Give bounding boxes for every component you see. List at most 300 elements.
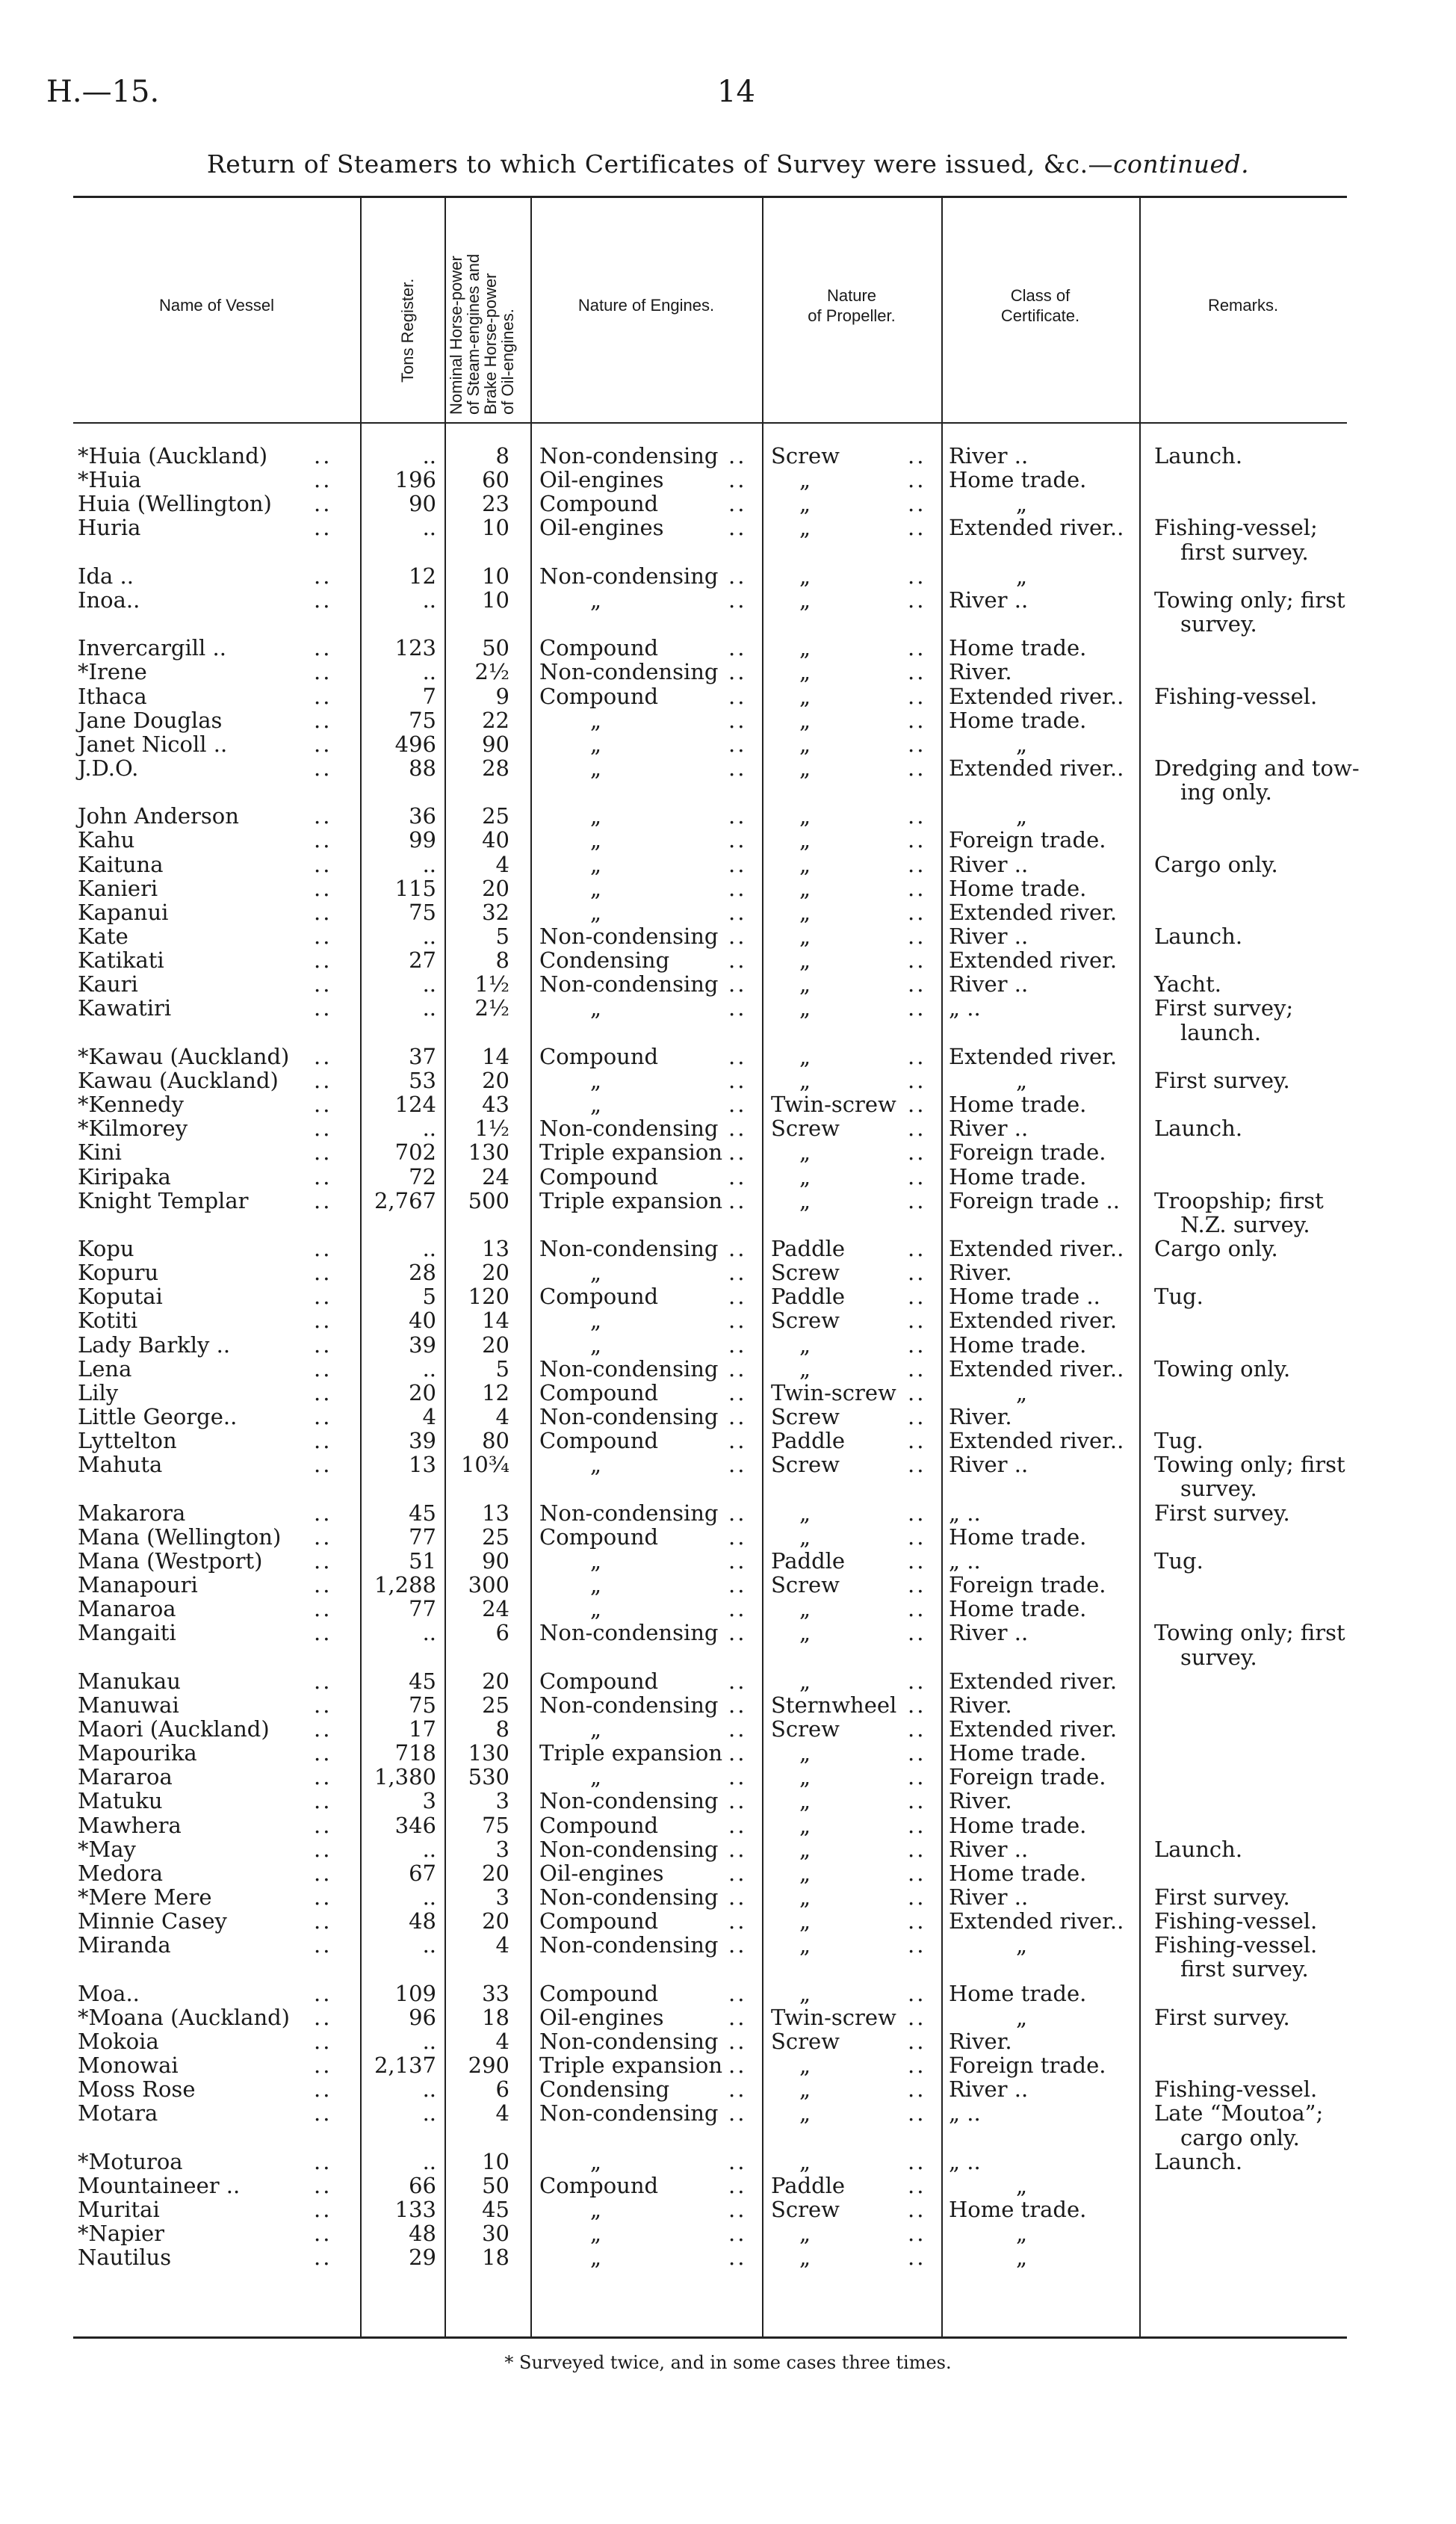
leader-dots: .. — [314, 1547, 332, 1574]
leader-dots: .. — [314, 851, 332, 877]
leader-dots: .. — [908, 827, 926, 853]
nature-of-engines: Non-condensing — [539, 1116, 719, 1142]
leader-dots: .. — [908, 1404, 926, 1429]
class-of-certificate: Home trade. — [949, 1163, 1087, 1190]
horse-power: 2½ — [474, 995, 509, 1021]
remarks: Fishing-vessel. — [1154, 683, 1318, 709]
nature-of-engines: Non-condensing — [539, 1836, 719, 1862]
leader-dots: .. — [314, 1668, 332, 1694]
nature-of-propeller: „ — [799, 515, 811, 541]
leader-dots: .. — [314, 1284, 332, 1310]
class-of-certificate: „ — [1016, 1379, 1028, 1405]
nature-of-propeller: Paddle — [771, 1235, 846, 1261]
header-horse-power-2: of Steam-engines and — [464, 253, 483, 415]
header-remarks: Remarks. — [1207, 296, 1279, 315]
leader-dots: .. — [908, 1572, 926, 1598]
nature-of-propeller: „ — [799, 1860, 811, 1886]
horse-power: 4 — [495, 851, 509, 877]
tons-register: .. — [422, 587, 436, 613]
leader-dots: .. — [908, 491, 926, 517]
nature-of-engines: Non-condensing — [539, 563, 719, 589]
leader-dots: .. — [728, 2004, 747, 2030]
nature-of-engines: Non-condensing — [539, 1932, 719, 1958]
leader-dots: .. — [728, 1284, 747, 1310]
horse-power: 20 — [482, 1860, 509, 1886]
vessel-name: Kapanui — [78, 899, 169, 925]
nature-of-engines: „ — [590, 851, 602, 877]
class-of-certificate: Foreign trade. — [949, 2053, 1106, 2079]
class-of-certificate: Extended river.. — [949, 755, 1124, 781]
vessel-name: Jane Douglas — [78, 707, 223, 733]
leader-dots: .. — [728, 1331, 747, 1358]
horse-power: 50 — [482, 635, 509, 661]
nature-of-propeller: Paddle — [771, 2172, 846, 2198]
horse-power: 10¾ — [460, 1452, 509, 1478]
class-of-certificate: Extended river. — [949, 1668, 1118, 1694]
leader-dots: .. — [728, 1572, 747, 1598]
horse-power: 24 — [482, 1163, 509, 1190]
remarks: Launch. — [1154, 2148, 1243, 2174]
tons-register: 2,137 — [374, 2053, 436, 2079]
leader-dots: .. — [314, 2196, 332, 2222]
nature-of-propeller: „ — [799, 1932, 811, 1958]
class-of-certificate: Extended river. — [949, 1716, 1118, 1742]
nature-of-engines: „ — [590, 995, 602, 1021]
class-of-certificate: River .. — [949, 1620, 1029, 1646]
nature-of-propeller: Paddle — [771, 1428, 846, 1454]
leader-dots: .. — [728, 1716, 747, 1742]
vessel-name: Medora — [78, 1860, 164, 1886]
leader-dots: .. — [314, 1308, 332, 1334]
header-horse-power-4: of Oil-engines. — [498, 309, 517, 415]
leader-dots: .. — [314, 2053, 332, 2079]
tons-register: 496 — [394, 731, 436, 757]
class-of-certificate: River .. — [949, 1884, 1029, 1910]
nature-of-engines: „ — [590, 827, 602, 853]
vessel-name: Lady Barkly .. — [78, 1331, 231, 1358]
nature-of-propeller: „ — [799, 875, 811, 901]
class-of-certificate: „ .. — [949, 995, 981, 1021]
class-of-certificate: Home trade. — [949, 635, 1087, 661]
class-of-certificate: „ — [1016, 2172, 1028, 2198]
horse-power: 4 — [495, 1404, 509, 1429]
nature-of-propeller: „ — [799, 1355, 811, 1382]
leader-dots: .. — [728, 1116, 747, 1142]
tons-register: 96 — [409, 2004, 436, 2030]
nature-of-propeller: „ — [799, 1788, 811, 1814]
header-nature-of-propeller: Nature of Propeller. — [808, 286, 896, 325]
class-of-certificate: Foreign trade. — [949, 827, 1106, 853]
class-of-certificate: „ — [1016, 1932, 1028, 1958]
leader-dots: .. — [728, 827, 747, 853]
remarks: First survey. — [1154, 1067, 1290, 1093]
leader-dots: .. — [314, 659, 332, 685]
horse-power: 3 — [495, 1884, 509, 1910]
header-horse-power-1: Nominal Horse-power — [447, 256, 465, 415]
horse-power: 1½ — [474, 1116, 509, 1142]
leader-dots: .. — [908, 1524, 926, 1550]
leader-dots: .. — [728, 467, 747, 493]
leader-dots: .. — [908, 1764, 926, 1790]
nature-of-propeller: „ — [799, 803, 811, 829]
leader-dots: .. — [314, 1764, 332, 1790]
leader-dots: .. — [908, 1788, 926, 1814]
remarks: Dredging and tow- — [1154, 755, 1360, 781]
leader-dots: .. — [728, 899, 747, 925]
leader-dots: .. — [908, 683, 926, 709]
horse-power: 12 — [482, 1379, 509, 1405]
class-of-certificate: River .. — [949, 1116, 1029, 1142]
class-of-certificate: Extended river. — [949, 947, 1118, 974]
tons-register: 45 — [409, 1668, 436, 1694]
nature-of-propeller: „ — [799, 1836, 811, 1862]
leader-dots: .. — [314, 924, 332, 949]
leader-dots: .. — [314, 1908, 332, 1934]
vessel-name: John Anderson — [78, 803, 239, 829]
vessel-name: Kawatiri — [78, 995, 172, 1021]
class-of-certificate: „ — [1016, 2221, 1028, 2247]
horse-power: 300 — [468, 1572, 509, 1598]
leader-dots: .. — [908, 1452, 926, 1478]
nature-of-propeller: „ — [799, 1740, 811, 1766]
vessel-name: Kanieri — [78, 875, 158, 901]
tons-register: .. — [422, 851, 436, 877]
nature-of-propeller: Twin-screw — [771, 1379, 896, 1405]
leader-dots: .. — [314, 1452, 332, 1478]
nature-of-engines: Oil-engines — [539, 515, 664, 541]
leader-dots: .. — [314, 683, 332, 709]
leader-dots: .. — [314, 1116, 332, 1142]
tons-register: .. — [422, 971, 436, 997]
tons-register: .. — [422, 1116, 436, 1142]
leader-dots: .. — [728, 1932, 747, 1958]
vessel-name: Ithaca — [78, 683, 147, 709]
nature-of-propeller: „ — [799, 1187, 811, 1213]
leader-dots: .. — [728, 947, 747, 974]
leader-dots: .. — [314, 1163, 332, 1190]
class-of-certificate: River. — [949, 1260, 1012, 1286]
tons-register: 4 — [422, 1404, 436, 1429]
leader-dots: .. — [908, 2148, 926, 2174]
tons-register: .. — [422, 1932, 436, 1958]
class-of-certificate: Extended river.. — [949, 1355, 1124, 1382]
remarks: Fishing-vessel. — [1154, 1932, 1318, 1958]
nature-of-engines: Compound — [539, 683, 659, 709]
leader-dots: .. — [314, 1884, 332, 1910]
tons-register: 109 — [394, 1980, 436, 2006]
vessel-name: Mahuta — [78, 1452, 163, 1478]
tons-register: 17 — [409, 1716, 436, 1742]
leader-dots: .. — [314, 2076, 332, 2103]
class-of-certificate: Home trade. — [949, 2196, 1087, 2222]
horse-power: 90 — [482, 1547, 509, 1574]
nature-of-engines: „ — [590, 1260, 602, 1286]
leader-dots: .. — [314, 1139, 332, 1166]
vessel-name: Motara — [78, 2100, 158, 2126]
horse-power: 9 — [495, 683, 509, 709]
vessel-name: Inoa.. — [78, 587, 140, 613]
nature-of-engines: Compound — [539, 1043, 659, 1069]
leader-dots: .. — [908, 467, 926, 493]
leader-dots: .. — [314, 1716, 332, 1742]
leader-dots: .. — [728, 2172, 747, 2198]
leader-dots: .. — [728, 635, 747, 661]
vessel-name: Mararoa — [78, 1764, 173, 1790]
nature-of-engines: „ — [590, 2245, 602, 2271]
nature-of-propeller: „ — [799, 1668, 811, 1694]
leader-dots: .. — [908, 1116, 926, 1142]
leader-dots: .. — [908, 2053, 926, 2079]
leader-dots: .. — [908, 2004, 926, 2030]
nature-of-engines: Compound — [539, 635, 659, 661]
leader-dots: .. — [908, 851, 926, 877]
vessel-name: Lena — [78, 1355, 132, 1382]
leader-dots: .. — [314, 1572, 332, 1598]
leader-dots: .. — [908, 1547, 926, 1574]
nature-of-propeller: Screw — [771, 1572, 840, 1598]
horse-power: 8 — [495, 443, 509, 468]
leader-dots: .. — [314, 2004, 332, 2030]
col-divider — [1139, 196, 1141, 2338]
nature-of-propeller: Screw — [771, 443, 840, 468]
horse-power: 43 — [482, 1092, 509, 1118]
nature-of-propeller: „ — [799, 467, 811, 493]
vessel-name: Kiripaka — [78, 1163, 171, 1190]
leader-dots: .. — [728, 1836, 747, 1862]
header-name-of-vessel: Name of Vessel — [158, 296, 275, 315]
horse-power: 90 — [482, 731, 509, 757]
horse-power: 25 — [482, 1524, 509, 1550]
leader-dots: .. — [314, 1331, 332, 1358]
nature-of-engines: Non-condensing — [539, 2028, 719, 2054]
leader-dots: .. — [908, 1908, 926, 1934]
leader-dots: .. — [908, 1428, 926, 1454]
horse-power: 500 — [468, 1187, 509, 1213]
leader-dots: .. — [314, 1500, 332, 1526]
horse-power: 80 — [482, 1428, 509, 1454]
leader-dots: .. — [314, 1980, 332, 2006]
leader-dots: .. — [728, 1043, 747, 1069]
nature-of-engines: Non-condensing — [539, 1620, 719, 1646]
horse-power: 20 — [482, 1908, 509, 1934]
leader-dots: .. — [908, 2172, 926, 2198]
nature-of-engines: Oil-engines — [539, 1860, 664, 1886]
class-of-certificate: Home trade. — [949, 1980, 1087, 2006]
tons-register: .. — [422, 2148, 436, 2174]
remarks: Cargo only. — [1154, 851, 1278, 877]
tons-register: 3 — [422, 1788, 436, 1814]
leader-dots: .. — [728, 1860, 747, 1886]
leader-dots: .. — [314, 1067, 332, 1093]
horse-power: 60 — [482, 467, 509, 493]
vessel-name: Nautilus — [78, 2245, 172, 2271]
nature-of-engines: „ — [590, 755, 602, 781]
horse-power: 3 — [495, 1788, 509, 1814]
leader-dots: .. — [908, 1260, 926, 1286]
nature-of-propeller: „ — [799, 851, 811, 877]
tons-register: 133 — [394, 2196, 436, 2222]
vessel-name: Mapourika — [78, 1740, 197, 1766]
nature-of-propeller: „ — [799, 827, 811, 853]
nature-of-engines: Triple expansion — [539, 1740, 723, 1766]
leader-dots: .. — [728, 1235, 747, 1261]
class-of-certificate: Home trade. — [949, 1860, 1087, 1886]
nature-of-engines: Oil-engines — [539, 2004, 664, 2030]
remarks: survey. — [1180, 1644, 1257, 1670]
remarks: Tug. — [1154, 1547, 1203, 1574]
remarks: cargo only. — [1180, 2124, 1300, 2150]
leader-dots: .. — [728, 2028, 747, 2054]
tons-register: 72 — [409, 1163, 436, 1190]
leader-dots: .. — [908, 1308, 926, 1334]
tons-register: 12 — [409, 563, 436, 589]
nature-of-propeller: „ — [799, 1524, 811, 1550]
nature-of-engines: „ — [590, 1716, 602, 1742]
vessel-name: Knight Templar — [78, 1187, 249, 1213]
horse-power: 30 — [482, 2221, 509, 2247]
vessel-name: *Moana (Auckland) — [78, 2004, 290, 2030]
leader-dots: .. — [908, 1716, 926, 1742]
horse-power: 5 — [495, 924, 509, 949]
leader-dots: .. — [314, 2148, 332, 2174]
class-of-certificate: Home trade. — [949, 1331, 1087, 1358]
class-of-certificate: River .. — [949, 1836, 1029, 1862]
nature-of-propeller: „ — [799, 899, 811, 925]
nature-of-engines: „ — [590, 899, 602, 925]
class-of-certificate: „ — [1016, 731, 1028, 757]
nature-of-engines: Non-condensing — [539, 1235, 719, 1261]
tons-register: 13 — [409, 1452, 436, 1478]
horse-power: 4 — [495, 1932, 509, 1958]
tons-register: 48 — [409, 1908, 436, 1934]
tons-register: 99 — [409, 827, 436, 853]
remarks: Yacht. — [1154, 971, 1221, 997]
leader-dots: .. — [728, 1620, 747, 1646]
leader-dots: .. — [314, 1692, 332, 1718]
tons-register: 67 — [409, 1860, 436, 1886]
tons-register: .. — [422, 1355, 436, 1382]
leader-dots: .. — [314, 1235, 332, 1261]
nature-of-propeller: Screw — [771, 1404, 840, 1429]
nature-of-engines: „ — [590, 1308, 602, 1334]
horse-power: 33 — [482, 1980, 509, 2006]
leader-dots: .. — [314, 515, 332, 541]
vessel-name: Mana (Wellington) — [78, 1524, 282, 1550]
class-of-certificate: „ — [1016, 563, 1028, 589]
tons-register: 29 — [409, 2245, 436, 2271]
nature-of-propeller: „ — [799, 2148, 811, 2174]
nature-of-propeller: „ — [799, 971, 811, 997]
vessel-name: Manapouri — [78, 1572, 198, 1598]
leader-dots: .. — [728, 924, 747, 949]
horse-power: 14 — [482, 1308, 509, 1334]
nature-of-engines: Condensing — [539, 2076, 670, 2103]
class-of-certificate: River .. — [949, 443, 1029, 468]
horse-power: 40 — [482, 827, 509, 853]
vessel-name: J.D.O. — [78, 755, 139, 781]
nature-of-engines: „ — [590, 1572, 602, 1598]
nature-of-propeller: Screw — [771, 1452, 840, 1478]
leader-dots: .. — [314, 899, 332, 925]
horse-power: 18 — [482, 2004, 509, 2030]
horse-power: 24 — [482, 1596, 509, 1622]
class-of-certificate: Home trade .. — [949, 1284, 1100, 1310]
class-of-certificate: Home trade. — [949, 1524, 1087, 1550]
horse-power: 2½ — [474, 659, 509, 685]
class-of-certificate: Home trade. — [949, 1596, 1087, 1622]
leader-dots: .. — [908, 924, 926, 949]
leader-dots: .. — [728, 2100, 747, 2126]
leader-dots: .. — [728, 1668, 747, 1694]
leader-dots: .. — [314, 995, 332, 1021]
leader-dots: .. — [908, 2100, 926, 2126]
horse-power: 6 — [495, 1620, 509, 1646]
nature-of-engines: „ — [590, 731, 602, 757]
leader-dots: .. — [908, 1379, 926, 1405]
leader-dots: .. — [908, 1235, 926, 1261]
leader-dots: .. — [728, 1980, 747, 2006]
remarks: First survey. — [1154, 1884, 1290, 1910]
nature-of-propeller: „ — [799, 563, 811, 589]
leader-dots: .. — [908, 563, 926, 589]
leader-dots: .. — [314, 1932, 332, 1958]
nature-of-propeller: „ — [799, 683, 811, 709]
horse-power: 10 — [482, 563, 509, 589]
tons-register: .. — [422, 1620, 436, 1646]
tons-register: .. — [422, 2076, 436, 2103]
class-of-certificate: Extended river. — [949, 1043, 1118, 1069]
vessel-name: Monowai — [78, 2053, 179, 2079]
leader-dots: .. — [314, 755, 332, 781]
remarks: Launch. — [1154, 924, 1243, 949]
vessel-name: *Kawau (Auckland) — [78, 1043, 290, 1069]
horse-power: 6 — [495, 2076, 509, 2103]
vessel-name: Mokoia — [78, 2028, 159, 2054]
leader-dots: .. — [314, 1404, 332, 1429]
leader-dots: .. — [908, 875, 926, 901]
class-of-certificate: River. — [949, 659, 1012, 685]
leader-dots: .. — [728, 1812, 747, 1838]
remarks: First survey. — [1154, 1500, 1290, 1526]
leader-dots: .. — [728, 1067, 747, 1093]
class-of-certificate: Extended river.. — [949, 1908, 1124, 1934]
tons-register: 123 — [394, 635, 436, 661]
vessel-name: Kahu — [78, 827, 135, 853]
leader-dots: .. — [908, 2245, 926, 2271]
remarks: survey. — [1180, 611, 1257, 637]
tons-register: .. — [422, 2028, 436, 2054]
class-of-certificate: Foreign trade .. — [949, 1187, 1120, 1213]
leader-dots: .. — [728, 1692, 747, 1718]
leader-dots: .. — [728, 2053, 747, 2079]
nature-of-propeller: „ — [799, 2245, 811, 2271]
class-of-certificate: Foreign trade. — [949, 1139, 1106, 1166]
nature-of-propeller: Paddle — [771, 1284, 846, 1310]
vessel-name: *Moturoa — [78, 2148, 183, 2174]
vessel-name: Miranda — [78, 1932, 171, 1958]
horse-power: 530 — [468, 1764, 509, 1790]
nature-of-propeller: „ — [799, 2053, 811, 2079]
horse-power: 20 — [482, 1067, 509, 1093]
leader-dots: .. — [728, 1547, 747, 1574]
leader-dots: .. — [314, 2100, 332, 2126]
leader-dots: .. — [728, 1500, 747, 1526]
nature-of-engines: „ — [590, 1764, 602, 1790]
tons-register: 7 — [422, 683, 436, 709]
tons-register: 75 — [409, 707, 436, 733]
remarks: First survey. — [1154, 2004, 1290, 2030]
nature-of-engines: Compound — [539, 1668, 659, 1694]
